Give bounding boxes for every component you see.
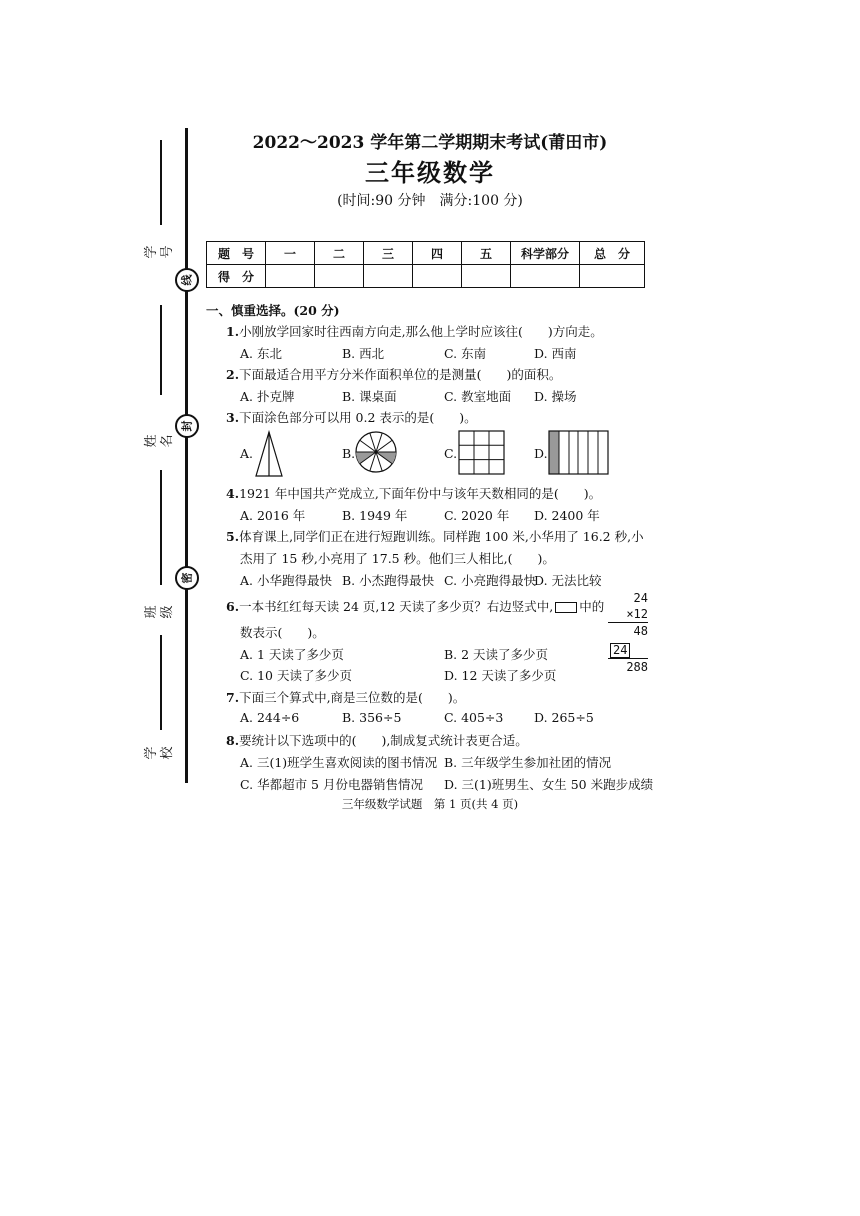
- shaded-circle-figure: [354, 430, 398, 474]
- question-number: 1.: [226, 324, 240, 339]
- question-3: [226, 408, 477, 426]
- question-text: 1921 年中国共产党成立,下面年份中与该年天数相同的是( )。: [239, 486, 602, 501]
- option-a: A. 三(1)班学生喜欢阅读的图书情况: [240, 755, 438, 770]
- question-7: [226, 688, 465, 706]
- class-blank: [160, 470, 162, 585]
- option-a: A. 扑克牌: [240, 389, 295, 404]
- score-input-cell[interactable]: [413, 265, 462, 288]
- score-table-cell: 二: [315, 242, 364, 265]
- option-b: B.: [342, 446, 356, 461]
- page-footer: 三年级数学试题 第 1 页(共 4 页): [341, 797, 519, 811]
- score-table: [206, 241, 645, 288]
- question-1: [226, 322, 603, 340]
- question-number: 5.: [226, 529, 240, 544]
- question-text: 体育课上,同学们正在进行短跑训练。同样跑 100 米,小华用了 16.2 秒,小: [239, 529, 644, 544]
- score-input-cell[interactable]: [266, 265, 315, 288]
- partial-product-1: 48: [633, 624, 648, 638]
- option-a: A. 2016 年: [240, 508, 306, 523]
- question-text-tail: 中的: [579, 599, 605, 614]
- question-number: 3.: [226, 410, 240, 425]
- name-label: 姓 名: [144, 421, 175, 448]
- vertical-multiplication: [608, 590, 648, 675]
- option-a: A. 1 天读了多少页: [240, 647, 344, 662]
- score-table-cell: 一: [266, 242, 315, 265]
- grid-figure: [458, 430, 506, 476]
- question-6: [226, 597, 604, 615]
- boxed-partial-product: 24: [610, 643, 630, 658]
- blank-box-icon: [555, 602, 577, 613]
- score-input-cell[interactable]: [462, 265, 511, 288]
- question-text: 下面最适合用平方分米作面积单位的是测量( )的面积。: [239, 367, 562, 382]
- multiplier: ×12: [608, 606, 648, 623]
- option-b: B. 课桌面: [342, 389, 397, 404]
- option-c: C. 教室地面: [444, 389, 512, 404]
- option-b: B. 小杰跑得最快: [342, 573, 435, 588]
- score-table-header-row: [207, 242, 645, 265]
- question-2: [226, 365, 561, 383]
- score-input-cell[interactable]: [315, 265, 364, 288]
- option-d: D. 无法比较: [534, 573, 602, 588]
- option-b: B. 2 天读了多少页: [444, 647, 549, 662]
- school-blank: [160, 635, 162, 730]
- score-table-cell: 五: [462, 242, 511, 265]
- student-number-label: 学 号: [144, 232, 175, 259]
- triangle-figure: [254, 430, 284, 478]
- score-table-cell: 三: [364, 242, 413, 265]
- option-d: D. 12 天读了多少页: [444, 668, 557, 683]
- subject-title: 三年级数学: [365, 158, 495, 187]
- option-c: C. 10 天读了多少页: [240, 668, 352, 683]
- seal-secret: 密: [175, 566, 199, 590]
- product: 288: [608, 658, 648, 675]
- time-score-line: (时间:90 分钟 满分:100 分): [337, 193, 523, 209]
- question-6-continued: 数表示( )。: [240, 625, 325, 640]
- score-table-score-row: [207, 265, 645, 288]
- student-number-blank: [160, 140, 162, 225]
- score-table-cell: 科学部分: [511, 242, 580, 265]
- name-blank: [160, 305, 162, 395]
- option-d: D. 265÷5: [534, 710, 594, 725]
- option-b: B. 1949 年: [342, 508, 408, 523]
- question-number: 4.: [226, 486, 240, 501]
- question-5: [226, 527, 644, 545]
- option-a: A. 244÷6: [240, 710, 300, 725]
- score-input-cell[interactable]: [511, 265, 580, 288]
- question-text: 一本书红红每天读 24 页,12 天读了多少页？右边竖式中,: [239, 599, 554, 614]
- option-b: B. 西北: [342, 346, 385, 361]
- option-c: C. 2020 年: [444, 508, 510, 523]
- seal-line: 线: [175, 268, 199, 292]
- question-text: 下面三个算式中,商是三位数的是( )。: [239, 690, 466, 705]
- option-d: D. 三(1)班男生、女生 50 米跑步成绩: [444, 777, 654, 792]
- class-label: 班 级: [144, 592, 175, 619]
- score-input-cell[interactable]: [364, 265, 413, 288]
- question-8: [226, 731, 528, 749]
- multiplicand: 24: [633, 591, 648, 605]
- partial-product-2-row: [608, 642, 640, 658]
- score-table-cell: 总 分: [580, 242, 645, 265]
- option-a: A. 小华跑得最快: [240, 573, 332, 588]
- score-table-cell: 得 分: [207, 265, 266, 288]
- option-d: D. 2400 年: [534, 508, 600, 523]
- option-c: C. 华都超市 5 月份电器销售情况: [240, 777, 423, 792]
- question-number: 7.: [226, 690, 240, 705]
- option-c: C. 小亮跑得最快: [444, 573, 537, 588]
- question-number: 8.: [226, 733, 240, 748]
- option-b: B. 356÷5: [342, 710, 402, 725]
- question-text: 小刚放学回家时往西南方向走,那么他上学时应该往( )方向走。: [239, 324, 603, 339]
- bar-strip-figure: [548, 430, 610, 476]
- question-text: 下面涂色部分可以用 0.2 表示的是( )。: [239, 410, 477, 425]
- option-c: C. 东南: [444, 346, 487, 361]
- option-d: D.: [534, 446, 548, 461]
- question-text: 要统计以下选项中的( ),制成复式统计表更合适。: [239, 733, 528, 748]
- binding-line: [185, 128, 188, 783]
- exam-title: 2022～2023 学年第二学期期末考试(莆田市): [252, 133, 608, 153]
- seal-seal: 封: [175, 414, 199, 438]
- option-c: C.: [444, 446, 458, 461]
- option-a: A.: [240, 446, 254, 461]
- option-c: C. 405÷3: [444, 710, 504, 725]
- option-b: B. 三年级学生参加社团的情况: [444, 755, 612, 770]
- score-input-cell[interactable]: [580, 265, 645, 288]
- option-a: A. 东北: [240, 346, 282, 361]
- score-table-cell: 四: [413, 242, 462, 265]
- question-number: 6.: [226, 599, 240, 614]
- section-title: 一、慎重选择。(20 分): [206, 303, 340, 318]
- question-5-continued: 杰用了 15 秒,小亮用了 17.5 秒。他们三人相比,( )。: [240, 551, 555, 566]
- option-d: D. 西南: [534, 346, 577, 361]
- question-4: [226, 484, 601, 502]
- question-number: 2.: [226, 367, 240, 382]
- score-table-cell: 题 号: [207, 242, 266, 265]
- option-d: D. 操场: [534, 389, 577, 404]
- school-label: 学 校: [144, 733, 175, 760]
